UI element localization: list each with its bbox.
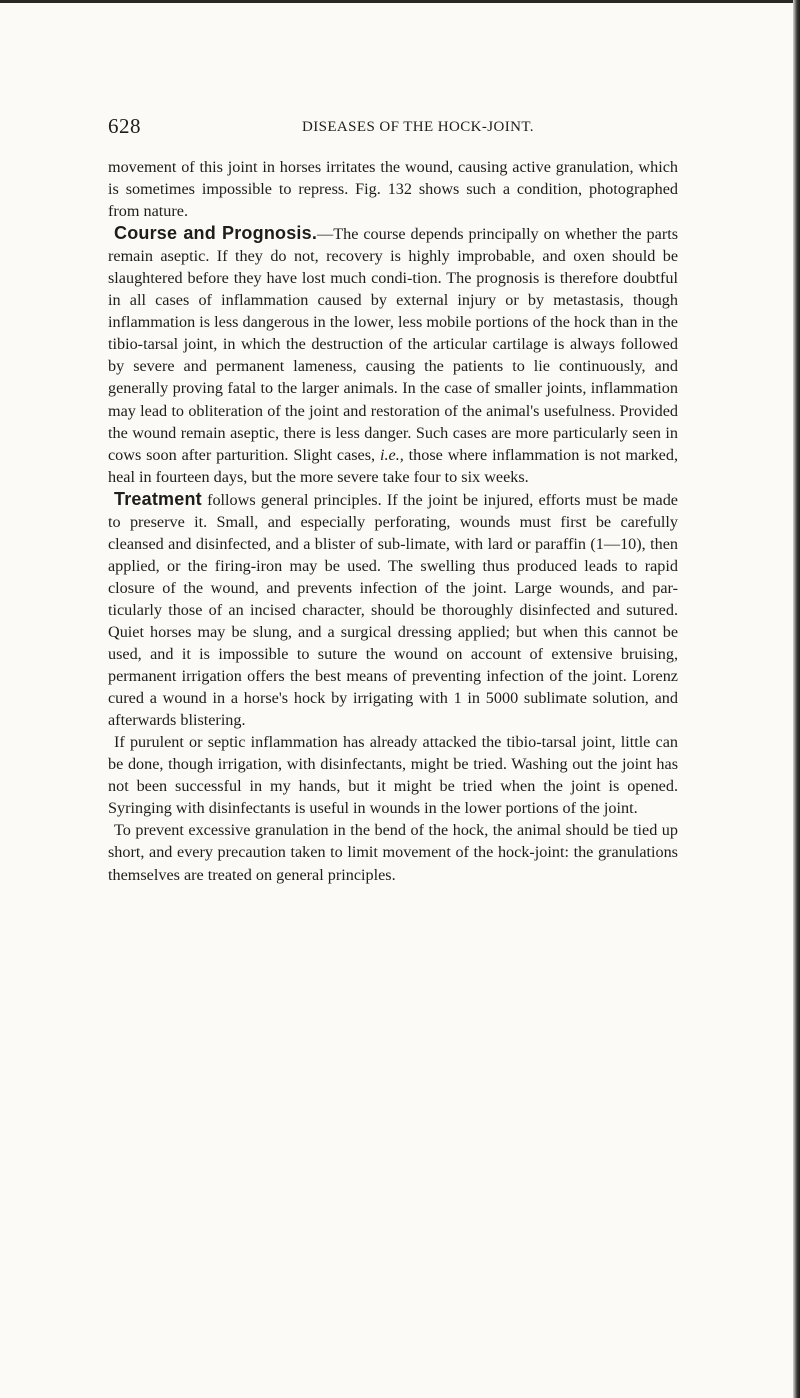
paragraph-purulent [108,731,678,819]
section-heading-treatment: Treatment [114,488,202,509]
paragraph-text: To prevent excessive granulation in the bend of the hock, the animal should be tied up short, and every precaution taken to limit movement of the hock-joint: the granulations themselves are treated on general principles. [108,821,678,884]
page-header [108,114,678,144]
paragraph-treatment [108,488,678,732]
section-heading-course-prognosis: Course and Prognosis. [114,223,318,244]
paragraph-text: follows general principles. If the joint be injured, efforts must be made to preserve it. Small, and especially perforating, wounds must first be carefully cleansed and disinfected, and a blister of sub-limate, with lard or paraffin (1—10), then applied, or the firing-iron may be used. The swelling thus produced leads to rapid closure of the wound, and prevents infection of the joint. Large wounds, and par-ticularly those of an incised character, should be thoroughly disinfected and sutured. Quiet horses may be slung, and a surgical dressing applied; but when this cannot be used, and it is impossible to suture the wound on account of extensive bruising, permanent irrigation offers the best means of preventing infection of the joint. Lorenz cured a wound in a horse's hock by irrigating with 1 in 5000 sublimate solution, and afterwards blistering. [108,490,678,730]
paragraph-text: those where inflammation is not marked, heal in fourteen days, but the more severe take four to six weeks. [108,445,678,486]
page-binding-edge [793,0,800,1398]
paragraph-text: movement of this joint in horses irritates the wound, causing active granulation, which is sometimes impossible to repress. Fig. 132 shows such a condition, photographed from nature. [108,158,678,221]
paragraph-text: —The course depends principally on whether the parts remain aseptic. If they do not, recovery is highly improbable, and oxen should be slaughtered before they have lost much condi-tion. The prognosis is therefore doubtful in all cases of inflammation caused by external injury or by metastasis, though inflammation is less dangerous in the lower, less mobile portions of the hock than in the tibio-tarsal joint, in which the destruction of the articular cartilage is always followed by severe and permanent lameness, causing the patients to lie continuously, and generally proving fatal to the larger animals. In the case of smaller joints, inflammation may lead to obliteration of the joint and restoration of the animal's usefulness. Provided the wound remain aseptic, there is less danger. Such cases are more particularly seen in cows soon after parturition. Slight cases, [108,225,679,464]
running-head: DISEASES OF THE HOCK-JOINT. [302,119,534,135]
paragraph-course-prognosis [108,222,678,488]
paragraph-text: If purulent or septic inflammation has already attacked the tibio-tarsal joint, little can be done, though irrigation, with disinfectants, might be tried. Washing out the joint has not been successful in my hands, but it might be tried when the joint is opened. Syringing with disinfectants is useful in wounds in the lower portions of the joint. [108,733,678,818]
page-top-edge [0,0,800,3]
body-text [108,156,678,886]
paragraph-granulation [108,819,678,885]
paragraph-continuation [108,156,678,222]
abbreviation-ie: i.e., [379,445,404,464]
page-number: 628 [108,114,141,138]
